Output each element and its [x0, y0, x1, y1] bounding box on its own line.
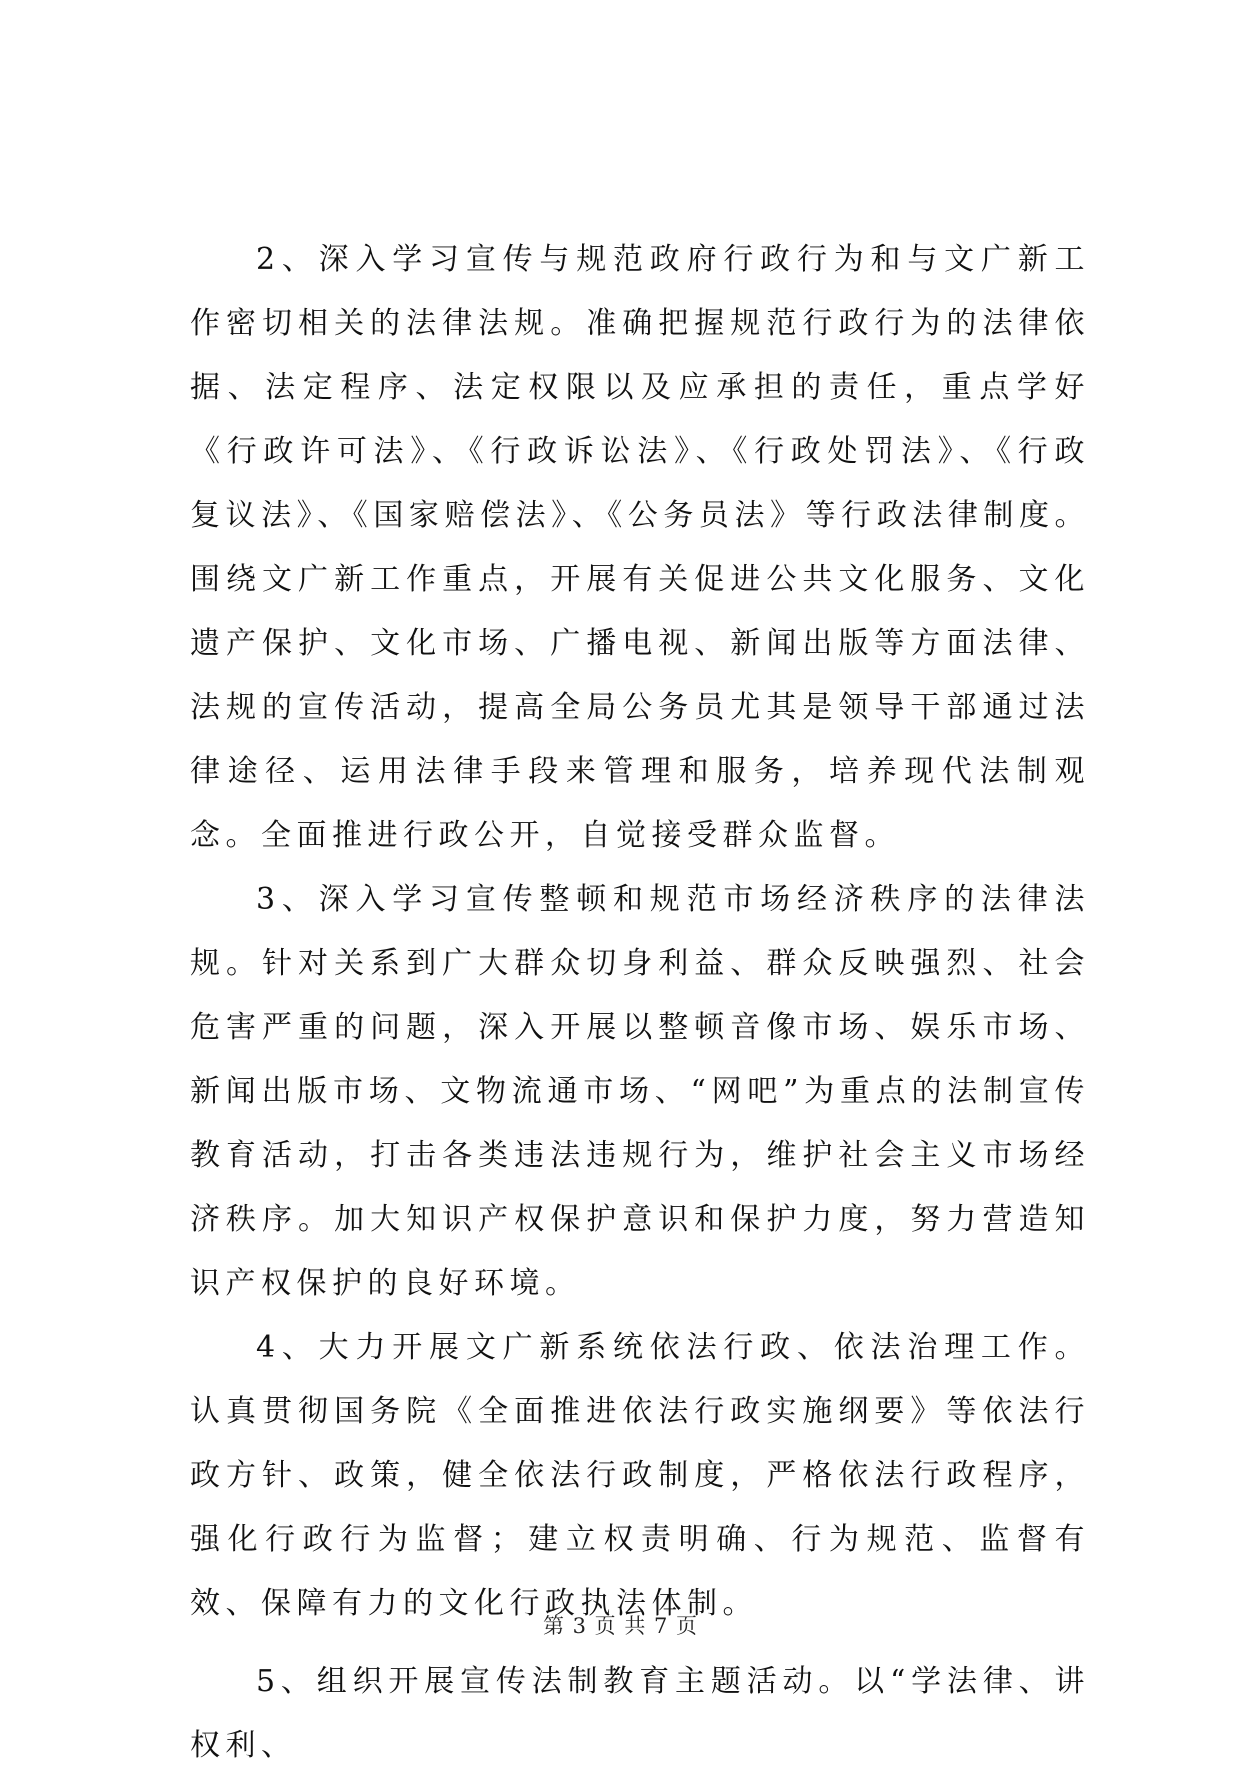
- page-footer: [0, 1610, 1241, 1640]
- paragraph-item-4: 4、大力开展文广新系统依法行政、依法治理工作。认真贯彻国务院《全面推进依法行政实施纲要》等依法行政方针、政策，健全依法行政制度，严格依法行政程序，强化行政行为监督；建立权责明确、行为规范、监督有效、保障有力的文化行政执法体制。: [190, 1330, 1090, 1621]
- paragraph-item-2: 2、深入学习宣传与规范政府行政行为和与文广新工作密切相关的法律法规。准确把握规范行政行为的法律依据、法定程序、法定权限以及应承担的责任，重点学好《行政许可法》、《行政诉讼法》、《行政处罚法》、《行政复议法》、《国家赔偿法》、《公务员法》等行政法律制度。围绕文广新工作重点，开展有关促进公共文化服务、文化遗产保护、文化市场、广播电视、新闻出版等方面法律、法规的宣传活动，提高全局公务员尤其是领导干部通过法律途径、运用法律手段来管理和服务，培养现代法制观念。全面推进行政公开，自觉接受群众监督。: [190, 242, 1090, 853]
- document-body: [190, 228, 1090, 1778]
- paragraph-item-3: 3、深入学习宣传整顿和规范市场经济秩序的法律法规。针对关系到广大群众切身利益、群众反映强烈、社会危害严重的问题，深入开展以整顿音像市场、娱乐市场、新闻出版市场、文物流通市场、“网吧”为重点的法制宣传教育活动，打击各类违法违规行为，维护社会主义市场经济秩序。加大知识产权保护意识和保护力度，努力营造知识产权保护的良好环境。: [190, 882, 1090, 1301]
- page-number-label: 第 3 页 共 7 页: [542, 1614, 699, 1638]
- paragraph-item-5: 5、组织开展宣传法制教育主题活动。以“学法律、讲权利、: [190, 1664, 1090, 1763]
